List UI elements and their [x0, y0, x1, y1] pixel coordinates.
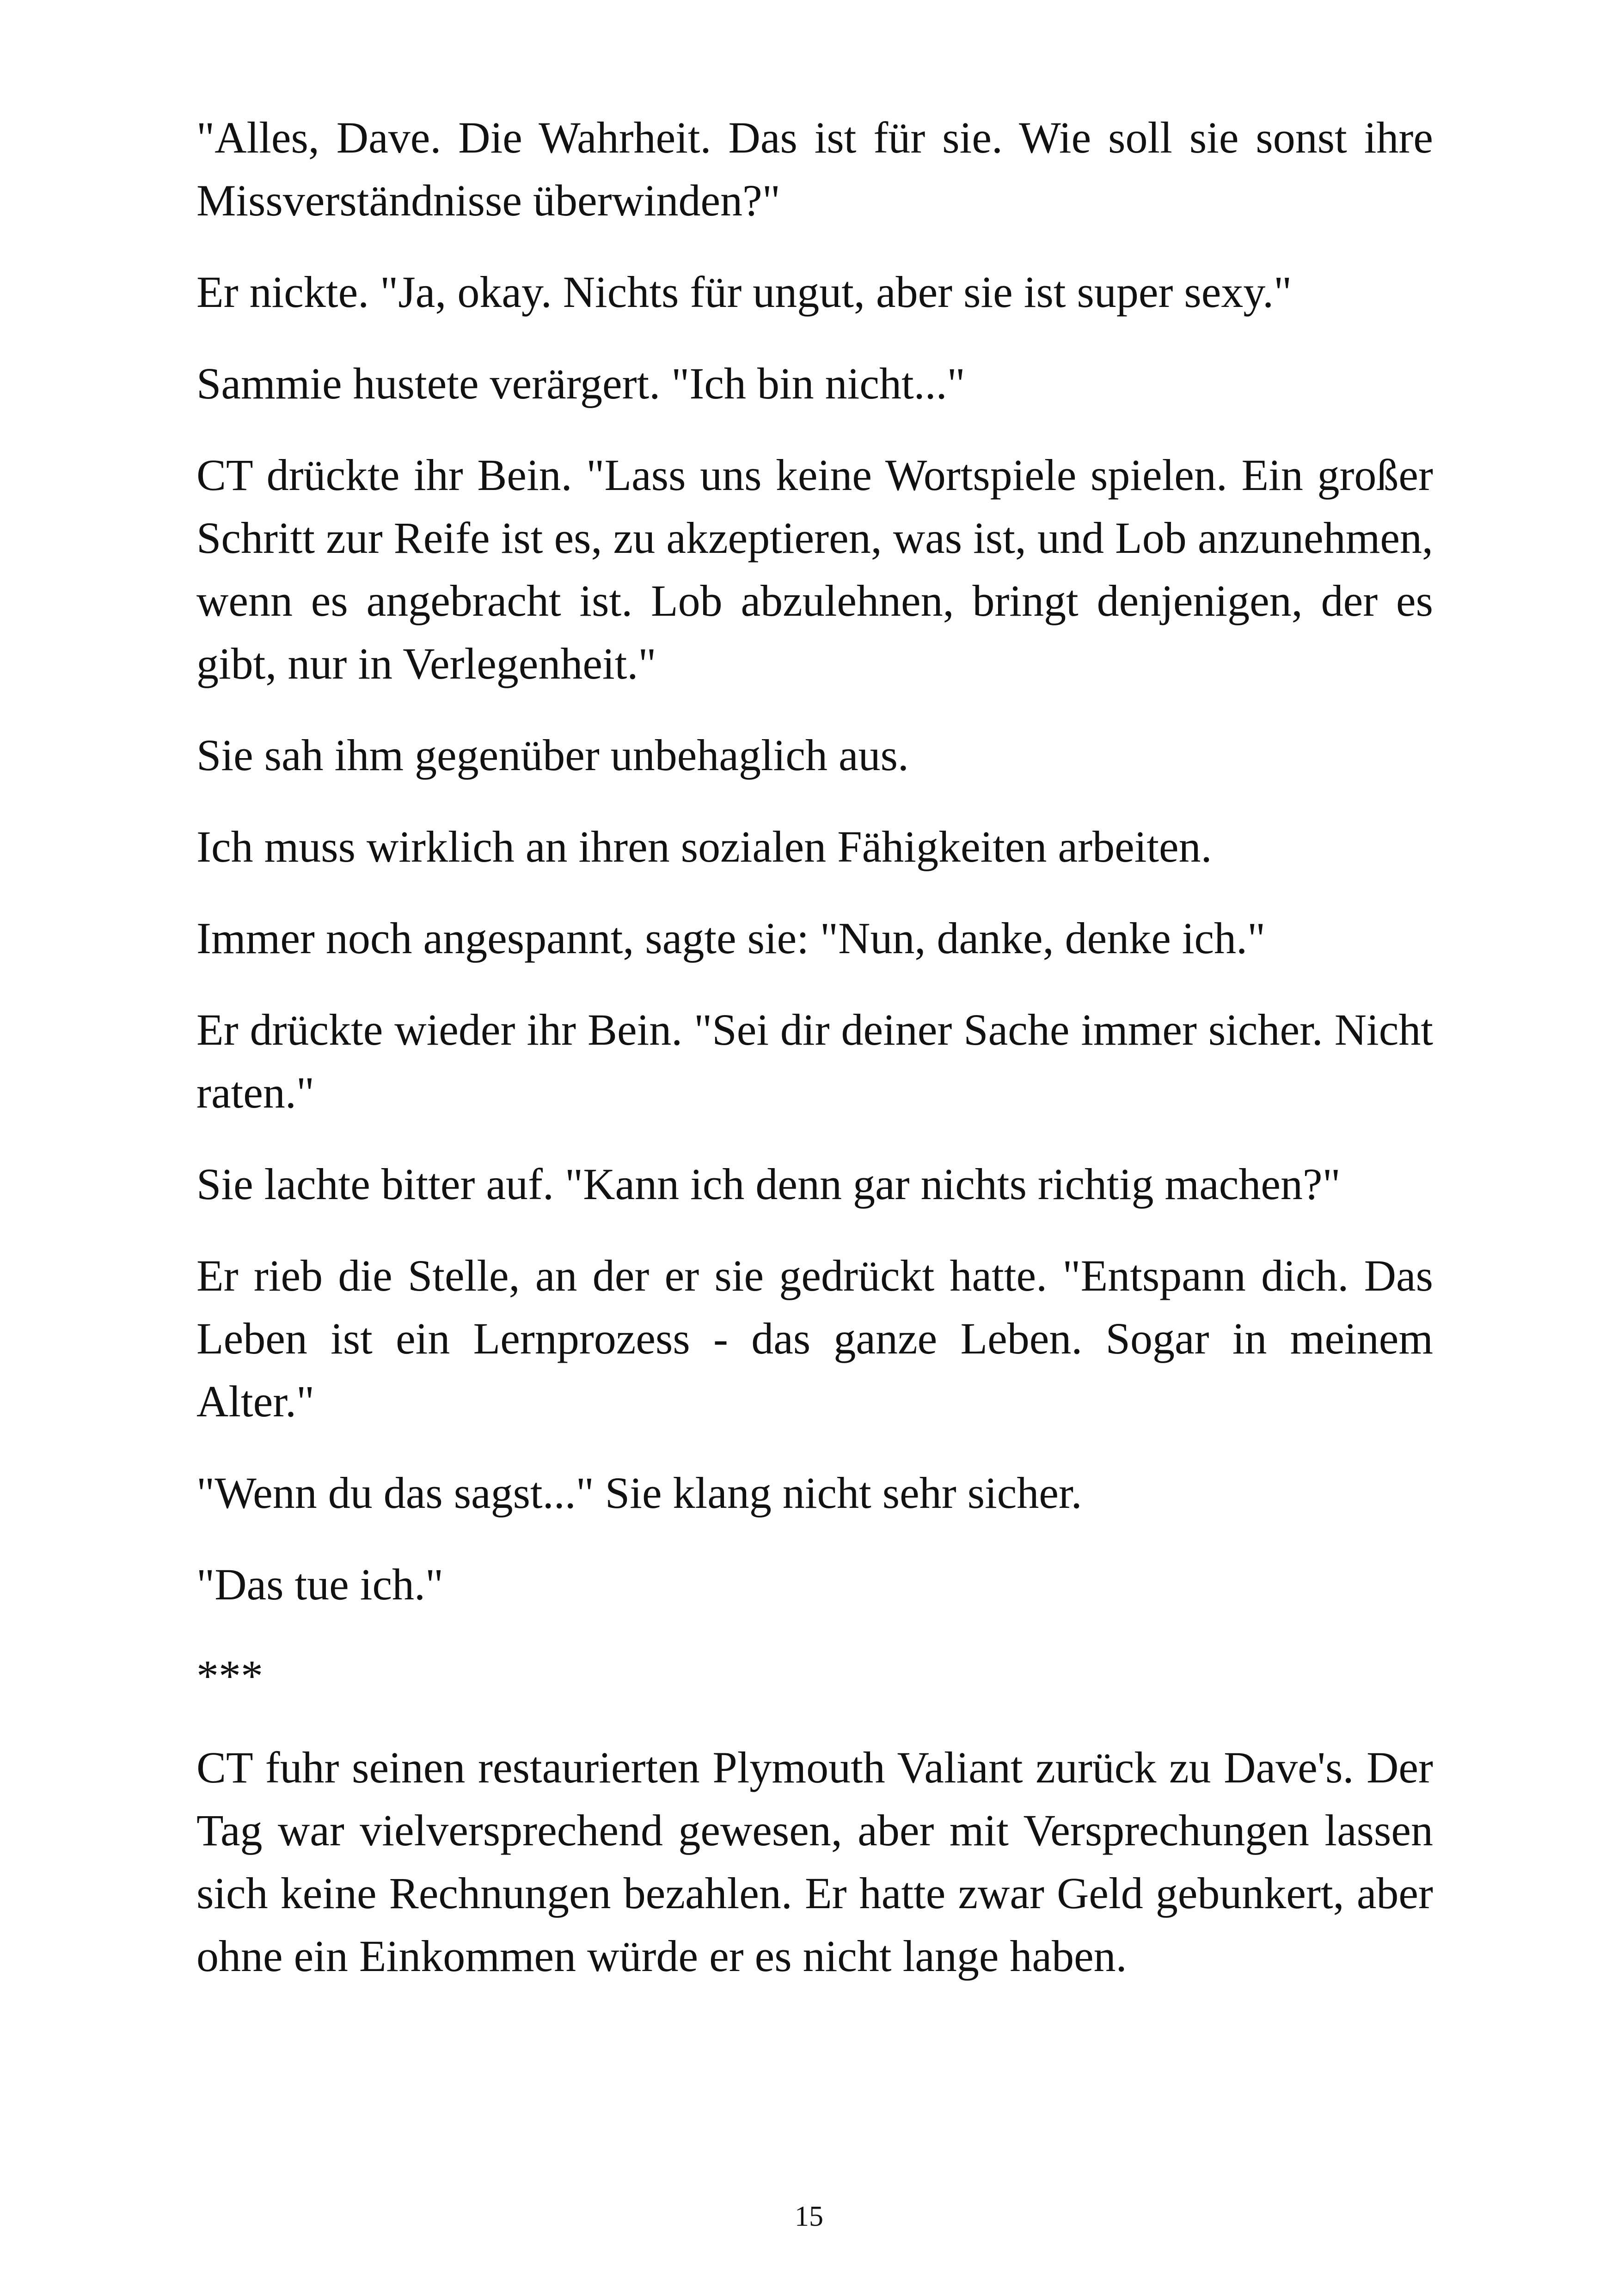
paragraph: Er drückte wieder ihr Bein. "Sei dir deiner Sache immer sicher. Nicht raten." — [196, 1005, 1433, 1117]
paragraph: CT drückte ihr Bein. "Lass uns keine Wortspiele spielen. Ein großer Schritt zur Reife ist es, zu akzeptieren, was ist, und Lob anzunehmen, wenn es angebracht ist. Lob abzulehnen, bringt denjenigen, der es gibt, nur in Verlegenheit." — [196, 450, 1433, 688]
paragraph: Immer noch angespannt, sagte sie: "Nun, danke, denke ich." — [196, 913, 1266, 963]
paragraph: "Das tue ich." — [196, 1560, 444, 1609]
paragraph: Sammie hustete verärgert. "Ich bin nicht..." — [196, 359, 965, 408]
page-number: 15 — [795, 2201, 823, 2232]
paragraph: "Wenn du das sagst..." Sie klang nicht sehr sicher. — [196, 1468, 1082, 1518]
paragraph: Er rieb die Stelle, an der er sie gedrückt hatte. "Entspann dich. Das Leben ist ein Lernprozess - das ganze Leben. Sogar in meinem Alter." — [196, 1251, 1433, 1426]
body-text — [196, 106, 1433, 2016]
paragraph: Sie lachte bitter auf. "Kann ich denn gar nichts richtig machen?" — [196, 1159, 1341, 1209]
paragraph: Er nickte. "Ja, okay. Nichts für ungut, aber sie ist super sexy." — [196, 267, 1292, 317]
paragraph: CT fuhr seinen restaurierten Plymouth Valiant zurück zu Dave's. Der Tag war vielversprechend gewesen, aber mit Versprechungen lassen sich keine Rechnungen bezahlen. Er hatte zwar Geld gebunkert, aber ohne ein Einkommen würde er es nicht lange haben. — [196, 1743, 1433, 1981]
scene-break: *** — [196, 1651, 263, 1701]
paragraph: Ich muss wirklich an ihren sozialen Fähigkeiten arbeiten. — [196, 822, 1212, 871]
paragraph: "Alles, Dave. Die Wahrheit. Das ist für sie. Wie soll sie sonst ihre Missverständnisse überwinden?" — [196, 113, 1433, 225]
paragraph: Sie sah ihm gegenüber unbehaglich aus. — [196, 730, 909, 780]
